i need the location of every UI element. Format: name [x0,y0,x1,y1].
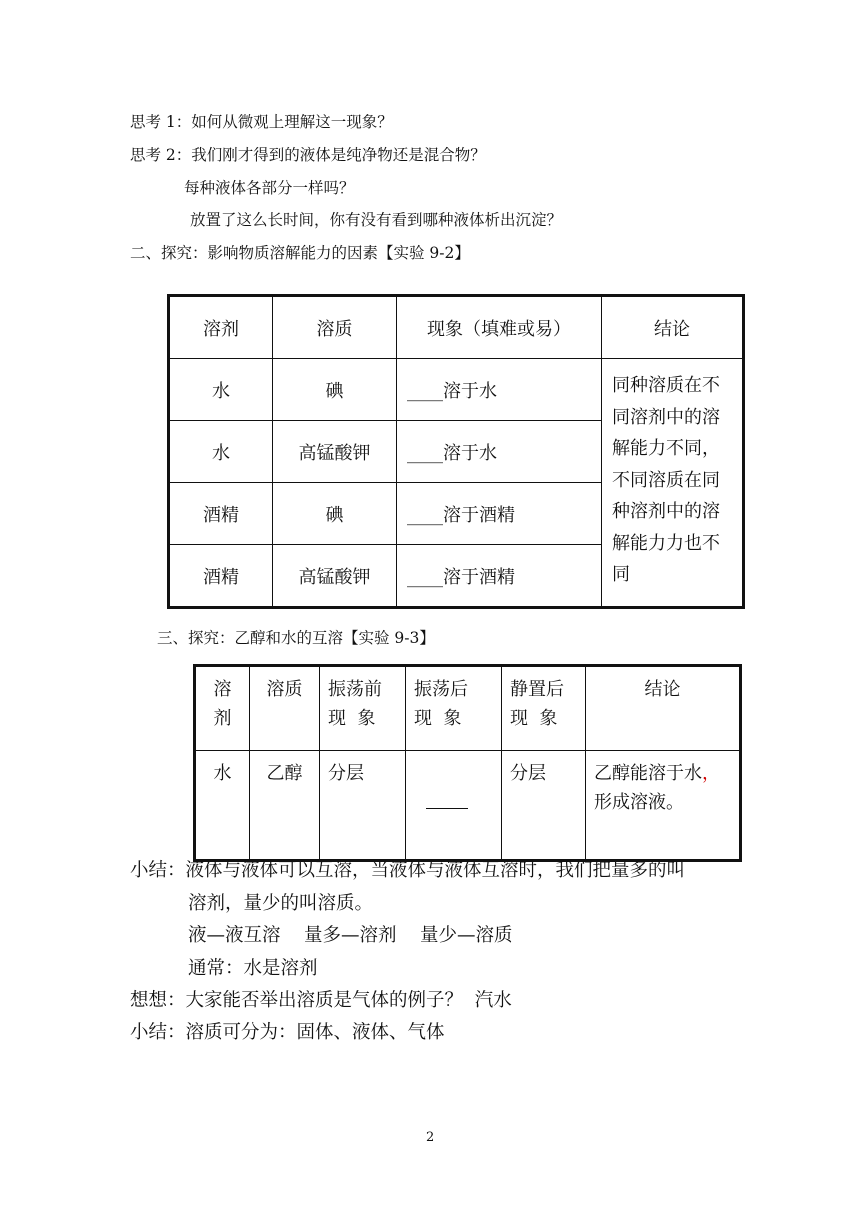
thinking-question-2b: 放置了这么长时间，你有没有看到哪种液体析出沉淀？ [190,211,563,229]
fill-in-blank [426,808,468,809]
conclusion-comma: ， [702,763,720,784]
thinking-question-2: 思考 2：我们刚才得到的液体是纯净物还是混合物？ [130,146,486,164]
header-solvent: 溶 剂 [195,666,250,751]
cell-solute: 高锰酸钾 [273,545,397,608]
header-phenomenon: 现象（填难或易） [397,296,602,359]
table-row [169,359,744,421]
conclusion-text-a: 乙醇能溶于水 [594,763,702,784]
conclusion-text-b: 形成溶液。 [594,792,684,813]
summary-line-3: 液—液互溶 量多—溶剂 量少—溶质 [188,925,513,946]
solubility-factors-table [167,294,745,609]
header-solute: 溶质 [273,296,397,359]
cell-conclusion [586,751,741,861]
thinking-question-1: 思考 1：如何从微观上理解这一现象？ [130,113,393,131]
cell-after-standing: 分层 [502,751,586,861]
section2-heading: 二、探究：影响物质溶解能力的因素【实验 9-2】 [130,244,470,262]
cell-before-shaking: 分层 [320,751,406,861]
cell-phenomenon: ____溶于水 [397,359,602,421]
thinking-question-2a: 每种液体各部分一样吗？ [184,179,355,197]
cell-solvent: 水 [195,751,250,861]
cell-phenomenon: ____溶于水 [397,421,602,483]
table-row [195,751,741,861]
cell-solvent: 水 [169,359,273,421]
summary-line-4: 通常：水是溶剂 [188,958,318,979]
header-conclusion: 结论 [586,666,741,751]
header-after-shaking: 振荡后 现 象 [406,666,502,751]
cell-phenomenon: ____溶于酒精 [397,483,602,545]
ethanol-water-table [193,664,742,862]
header-before-shaking: 振荡前 现 象 [320,666,406,751]
cell-after-shaking [406,751,502,861]
summary-line-2: 溶剂，量少的叫溶质。 [188,893,374,914]
cell-solute: 碘 [273,359,397,421]
header-conclusion: 结论 [602,296,744,359]
table-header-row [169,296,744,359]
summary-line-6: 小结：溶质可分为：固体、液体、气体 [130,1022,445,1043]
cell-solvent: 酒精 [169,483,273,545]
header-after-standing: 静置后 现 象 [502,666,586,751]
cell-phenomenon: ____溶于酒精 [397,545,602,608]
cell-solute: 高锰酸钾 [273,421,397,483]
cell-solvent: 水 [169,421,273,483]
header-solvent: 溶剂 [169,296,273,359]
cell-solvent: 酒精 [169,545,273,608]
cell-conclusion: 同种溶质在不同溶剂中的溶解能力不同，不同溶质在同种溶剂中的溶解能力力也不同 [602,359,744,608]
cell-solute: 碘 [273,483,397,545]
page-number: 2 [426,1130,435,1145]
table-header-row [195,666,741,751]
cell-solute: 乙醇 [250,751,320,861]
section3-heading: 三、探究：乙醇和水的互溶【实验 9-3】 [157,629,435,647]
header-solute: 溶质 [250,666,320,751]
think-question: 想想：大家能否举出溶质是气体的例子？ 汽水 [130,990,512,1011]
summary-line-1: 小结：液体与液体可以互溶，当液体与液体互溶时，我们把量多的叫 [130,860,686,881]
